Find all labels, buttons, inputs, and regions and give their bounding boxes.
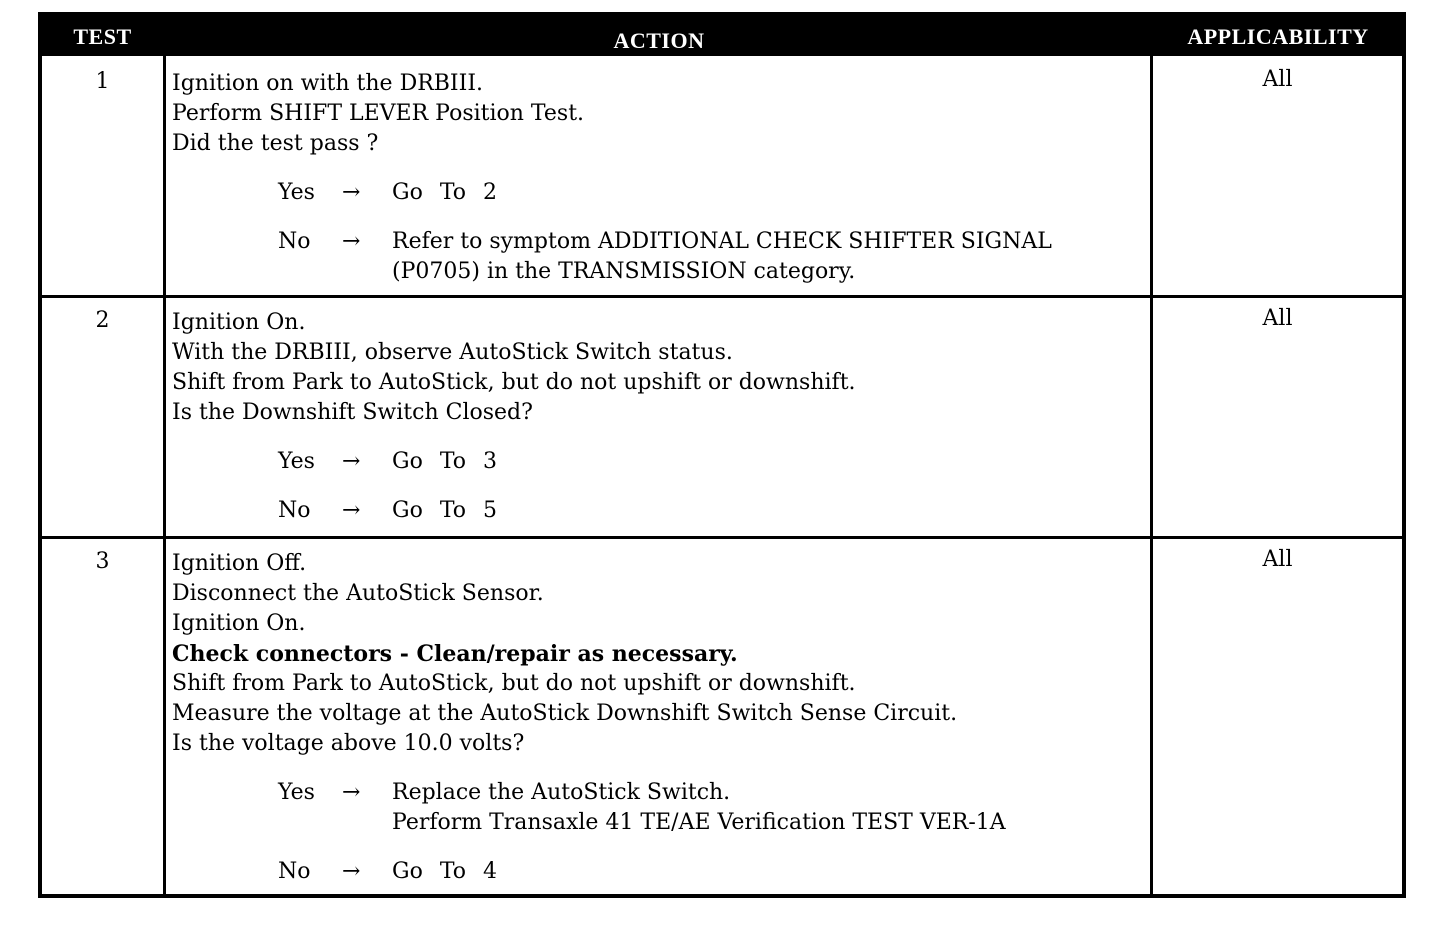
action-cell [172,308,1144,526]
header-action: ACTION [613,28,705,53]
goto-text: Go To 4 [392,859,498,884]
action-step: Ignition On. [172,310,306,335]
yes-result-line: Perform Transaxle 41 TE/AE Verification TEST VER-1A [392,810,1006,835]
yes-branch [172,778,1144,838]
no-result [392,496,1144,526]
applicability-value: All [1262,547,1293,572]
right-arrow-icon: → [342,780,361,805]
table-row-test-1 [42,59,1402,295]
action-step: Ignition Off. [172,551,307,576]
action-step: With the DRBIII, observe AutoStick Switch status. [172,340,733,365]
yes-branch [172,178,1144,208]
right-arrow-icon: → [342,449,361,474]
table-header [42,16,1402,56]
no-result-line: Refer to symptom ADDITIONAL CHECK SHIFTER SIGNAL [392,229,1052,254]
no-result [392,857,1144,887]
no-result [392,227,1144,287]
test-number: 2 [95,308,110,333]
action-step: Ignition On. [172,611,306,636]
no-branch [172,857,1144,887]
no-result-line: (P0705) in the TRANSMISSION category. [392,259,856,284]
table-row-test-2 [42,298,1402,536]
action-step: Perform SHIFT LEVER Position Test. [172,101,585,126]
action-cell [172,69,1144,287]
action-step: Is the voltage above 10.0 volts? [172,731,525,756]
yes-label: Yes [278,449,315,474]
goto-text: Go To 2 [392,180,498,205]
action-step: Shift from Park to AutoStick, but do not upshift or downshift. [172,671,856,696]
yes-result [392,178,1144,208]
action-step-emphasis: Check connectors - Clean/repair as necessary. [172,641,738,667]
table-row-test-3 [42,539,1402,894]
goto-text: Go To 3 [392,449,498,474]
action-step: Shift from Park to AutoStick, but do not upshift or downshift. [172,370,856,395]
goto-text: Go To 5 [392,498,498,523]
right-arrow-icon: → [342,859,361,884]
action-step: Is the Downshift Switch Closed? [172,400,533,425]
test-number: 1 [95,69,110,94]
diagnostic-test-table [38,12,1406,898]
yes-branch [172,447,1144,477]
action-step: Disconnect the AutoStick Sensor. [172,581,544,606]
action-step: Ignition on with the DRBIII. [172,71,483,96]
no-label: No [278,229,311,254]
no-branch [172,227,1144,287]
no-label: No [278,498,311,523]
yes-result-line: Replace the AutoStick Switch. [392,780,731,805]
applicability-value: All [1262,306,1293,331]
no-label: No [278,859,311,884]
test-number: 3 [95,549,110,574]
yes-result [392,778,1144,838]
right-arrow-icon: → [342,229,361,254]
yes-label: Yes [278,180,315,205]
right-arrow-icon: → [342,180,361,205]
yes-result [392,447,1144,477]
right-arrow-icon: → [342,498,361,523]
action-step: Did the test pass ? [172,131,379,156]
applicability-value: All [1262,67,1293,92]
header-applicability: APPLICABILITY [1187,24,1369,49]
no-branch [172,496,1144,526]
header-test: TEST [73,24,132,49]
yes-label: Yes [278,780,315,805]
action-cell [172,549,1144,887]
action-step: Measure the voltage at the AutoStick Downshift Switch Sense Circuit. [172,701,958,726]
